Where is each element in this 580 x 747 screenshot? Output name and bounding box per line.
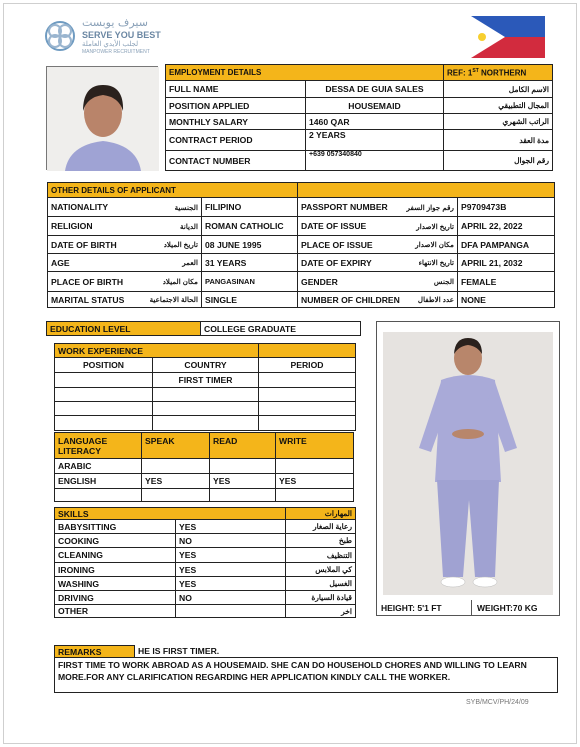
- skill-arabic: التنظيف: [286, 548, 356, 563]
- employment-label: CONTRACT PERIOD: [166, 130, 306, 151]
- employment-arabic: الاسم الكامل: [444, 81, 553, 98]
- employment-header: EMPLOYMENT DETAILS: [166, 65, 444, 81]
- education-label: EDUCATION LEVEL: [47, 322, 201, 336]
- full-body-photo-frame: [376, 321, 560, 616]
- skill-name: COOKING: [55, 534, 176, 548]
- work-cell: [153, 388, 259, 402]
- employment-value: +639 057340840: [306, 151, 444, 171]
- employment-value: 1460 QAR: [306, 114, 444, 130]
- skill-value: NO: [176, 591, 286, 605]
- language-speak: [142, 459, 210, 474]
- skill-name: DRIVING: [55, 591, 176, 605]
- philippines-flag-icon: [471, 16, 545, 58]
- skills-header-arabic: المهارات: [286, 508, 356, 520]
- work-cell: [55, 402, 153, 416]
- footer-code: SYB/MCV/PH/24/09: [466, 699, 529, 706]
- language-col-speak: SPEAK: [142, 433, 210, 459]
- other-label: DATE OF ISSUE تاريخ الاصدار: [298, 217, 458, 236]
- logo-icon: [42, 16, 78, 56]
- education-table: [46, 321, 361, 336]
- other-value: FEMALE: [458, 272, 555, 292]
- other-label: DATE OF EXPIRY تاريخ الانتهاء: [298, 254, 458, 272]
- other-value: SINGLE: [202, 292, 298, 308]
- employment-arabic: رقم الجوال: [444, 151, 553, 171]
- other-label: RELIGION الديانة: [48, 217, 202, 236]
- skill-arabic: قيادة السيارة: [286, 591, 356, 605]
- skill-value: YES: [176, 577, 286, 591]
- employment-value: DESSA DE GUIA SALES: [306, 81, 444, 98]
- employment-table: [165, 64, 553, 171]
- skill-arabic: رعاية الصغار: [286, 520, 356, 534]
- employment-arabic: الراتب الشهري: [444, 114, 553, 130]
- employment-label: POSITION APPLIED: [166, 98, 306, 114]
- skills-header: SKILLS: [55, 508, 286, 520]
- other-value: FILIPINO: [202, 198, 298, 217]
- work-experience-header-fill: [259, 344, 356, 358]
- other-value: 31 YEARS: [202, 254, 298, 272]
- education-value: COLLEGE GRADUATE: [201, 322, 361, 336]
- logo-name: SERVE YOU BEST: [82, 30, 161, 40]
- other-label: NUMBER OF CHILDREN عدد الاطفال: [298, 292, 458, 308]
- skill-name: IRONING: [55, 563, 176, 577]
- weight-label: WEIGHT:70 KG: [477, 603, 538, 613]
- logo-arabic-sub: لجلب الأيدي العاملة: [82, 41, 139, 48]
- skill-value: [176, 605, 286, 618]
- work-col-period: PERIOD: [259, 358, 356, 373]
- other-value: ROMAN CATHOLIC: [202, 217, 298, 236]
- employment-label: CONTACT NUMBER: [166, 151, 306, 171]
- work-cell: [259, 402, 356, 416]
- other-label: GENDER الجنس: [298, 272, 458, 292]
- company-logo: [42, 16, 172, 58]
- work-col-country: COUNTRY: [153, 358, 259, 373]
- skill-value: YES: [176, 563, 286, 577]
- other-value: NONE: [458, 292, 555, 308]
- language-speak: [142, 489, 210, 502]
- language-write: [276, 489, 354, 502]
- skill-name: CLEANING: [55, 548, 176, 563]
- language-write: YES: [276, 474, 354, 489]
- work-cell: [259, 373, 356, 388]
- language-header: LANGUAGE LITERACY: [55, 433, 142, 459]
- language-col-read: READ: [210, 433, 276, 459]
- employment-arabic: المجال التطبيقي: [444, 98, 553, 114]
- work-cell: [55, 373, 153, 388]
- skills-table: [54, 507, 356, 618]
- other-value: APRIL 21, 2032: [458, 254, 555, 272]
- skill-arabic: كي الملابس: [286, 563, 356, 577]
- remarks-text: FIRST TIME TO WORK ABROAD AS A HOUSEMAID. SHE CAN DO HOUSEHOLD CHORES AND WILLING TO LEARN MORE.FOR ANY CLARIFICATION REGARDING HER APPLICATION KINDLY CALL THE WORKER.: [55, 658, 558, 693]
- language-speak: YES: [142, 474, 210, 489]
- language-col-write: WRITE: [276, 433, 354, 459]
- employment-ref: REF: 1ST NORTHERN: [444, 65, 553, 81]
- other-label: PLACE OF BIRTH مكان الميلاد: [48, 272, 202, 292]
- skill-arabic: الغسيل: [286, 577, 356, 591]
- work-cell: [259, 416, 356, 431]
- employment-value: HOUSEMAID: [306, 98, 444, 114]
- work-experience-table: [54, 343, 356, 431]
- employment-label: FULL NAME: [166, 81, 306, 98]
- other-value: PANGASINAN: [202, 272, 298, 292]
- logo-sub: MANPOWER RECRUITMENT: [82, 49, 150, 55]
- skill-name: OTHER: [55, 605, 176, 618]
- skill-name: WASHING: [55, 577, 176, 591]
- other-label: PLACE OF ISSUE مكان الاصدار: [298, 236, 458, 254]
- work-cell: [55, 416, 153, 431]
- other-value: P9709473B: [458, 198, 555, 217]
- skill-value: YES: [176, 520, 286, 534]
- language-table: [54, 432, 354, 502]
- remarks-short: HE IS FIRST TIMER.: [135, 646, 558, 658]
- other-details-header: OTHER DETAILS OF APPLICANT: [48, 183, 298, 198]
- language-read: [210, 459, 276, 474]
- remarks-label: REMARKS: [55, 646, 135, 658]
- employment-value: 2 YEARS: [306, 130, 444, 151]
- other-value: DFA PAMPANGA: [458, 236, 555, 254]
- skill-value: NO: [176, 534, 286, 548]
- photo-caption-divider: [471, 600, 472, 616]
- skill-arabic: طبخ: [286, 534, 356, 548]
- skill-arabic: اخر: [286, 605, 356, 618]
- language-name: [55, 489, 142, 502]
- logo-arabic: سيرف يوبست: [82, 16, 148, 29]
- other-details-header-blank: [298, 183, 555, 198]
- language-name: ENGLISH: [55, 474, 142, 489]
- skill-name: BABYSITTING: [55, 520, 176, 534]
- language-name: ARABIC: [55, 459, 142, 474]
- other-label: DATE OF BIRTH تاريخ الميلاد: [48, 236, 202, 254]
- other-value: 08 JUNE 1995: [202, 236, 298, 254]
- employment-arabic: مدة العقد: [444, 130, 553, 151]
- other-label: NATIONALITY الجنسية: [48, 198, 202, 217]
- work-cell-country: FIRST TIMER: [153, 373, 259, 388]
- height-label: HEIGHT: 5'1 FT: [381, 603, 442, 613]
- applicant-headshot: [46, 66, 158, 170]
- language-read: YES: [210, 474, 276, 489]
- other-label: PASSPORT NUMBER رقم جواز السفر: [298, 198, 458, 217]
- applicant-full-body-photo: [383, 332, 553, 595]
- work-col-position: POSITION: [55, 358, 153, 373]
- skill-value: YES: [176, 548, 286, 563]
- other-label: AGE العمر: [48, 254, 202, 272]
- work-cell: [153, 416, 259, 431]
- other-details-table: [47, 182, 555, 308]
- work-cell: [55, 388, 153, 402]
- work-cell: [153, 402, 259, 416]
- cv-page: [3, 3, 577, 744]
- employment-label: MONTHLY SALARY: [166, 114, 306, 130]
- other-label: MARITAL STATUS الحالة الاجتماعية: [48, 292, 202, 308]
- work-experience-header: WORK EXPERIENCE: [55, 344, 259, 358]
- work-cell: [259, 388, 356, 402]
- language-write: [276, 459, 354, 474]
- language-read: [210, 489, 276, 502]
- other-value: APRIL 22, 2022: [458, 217, 555, 236]
- remarks-table: [54, 645, 558, 693]
